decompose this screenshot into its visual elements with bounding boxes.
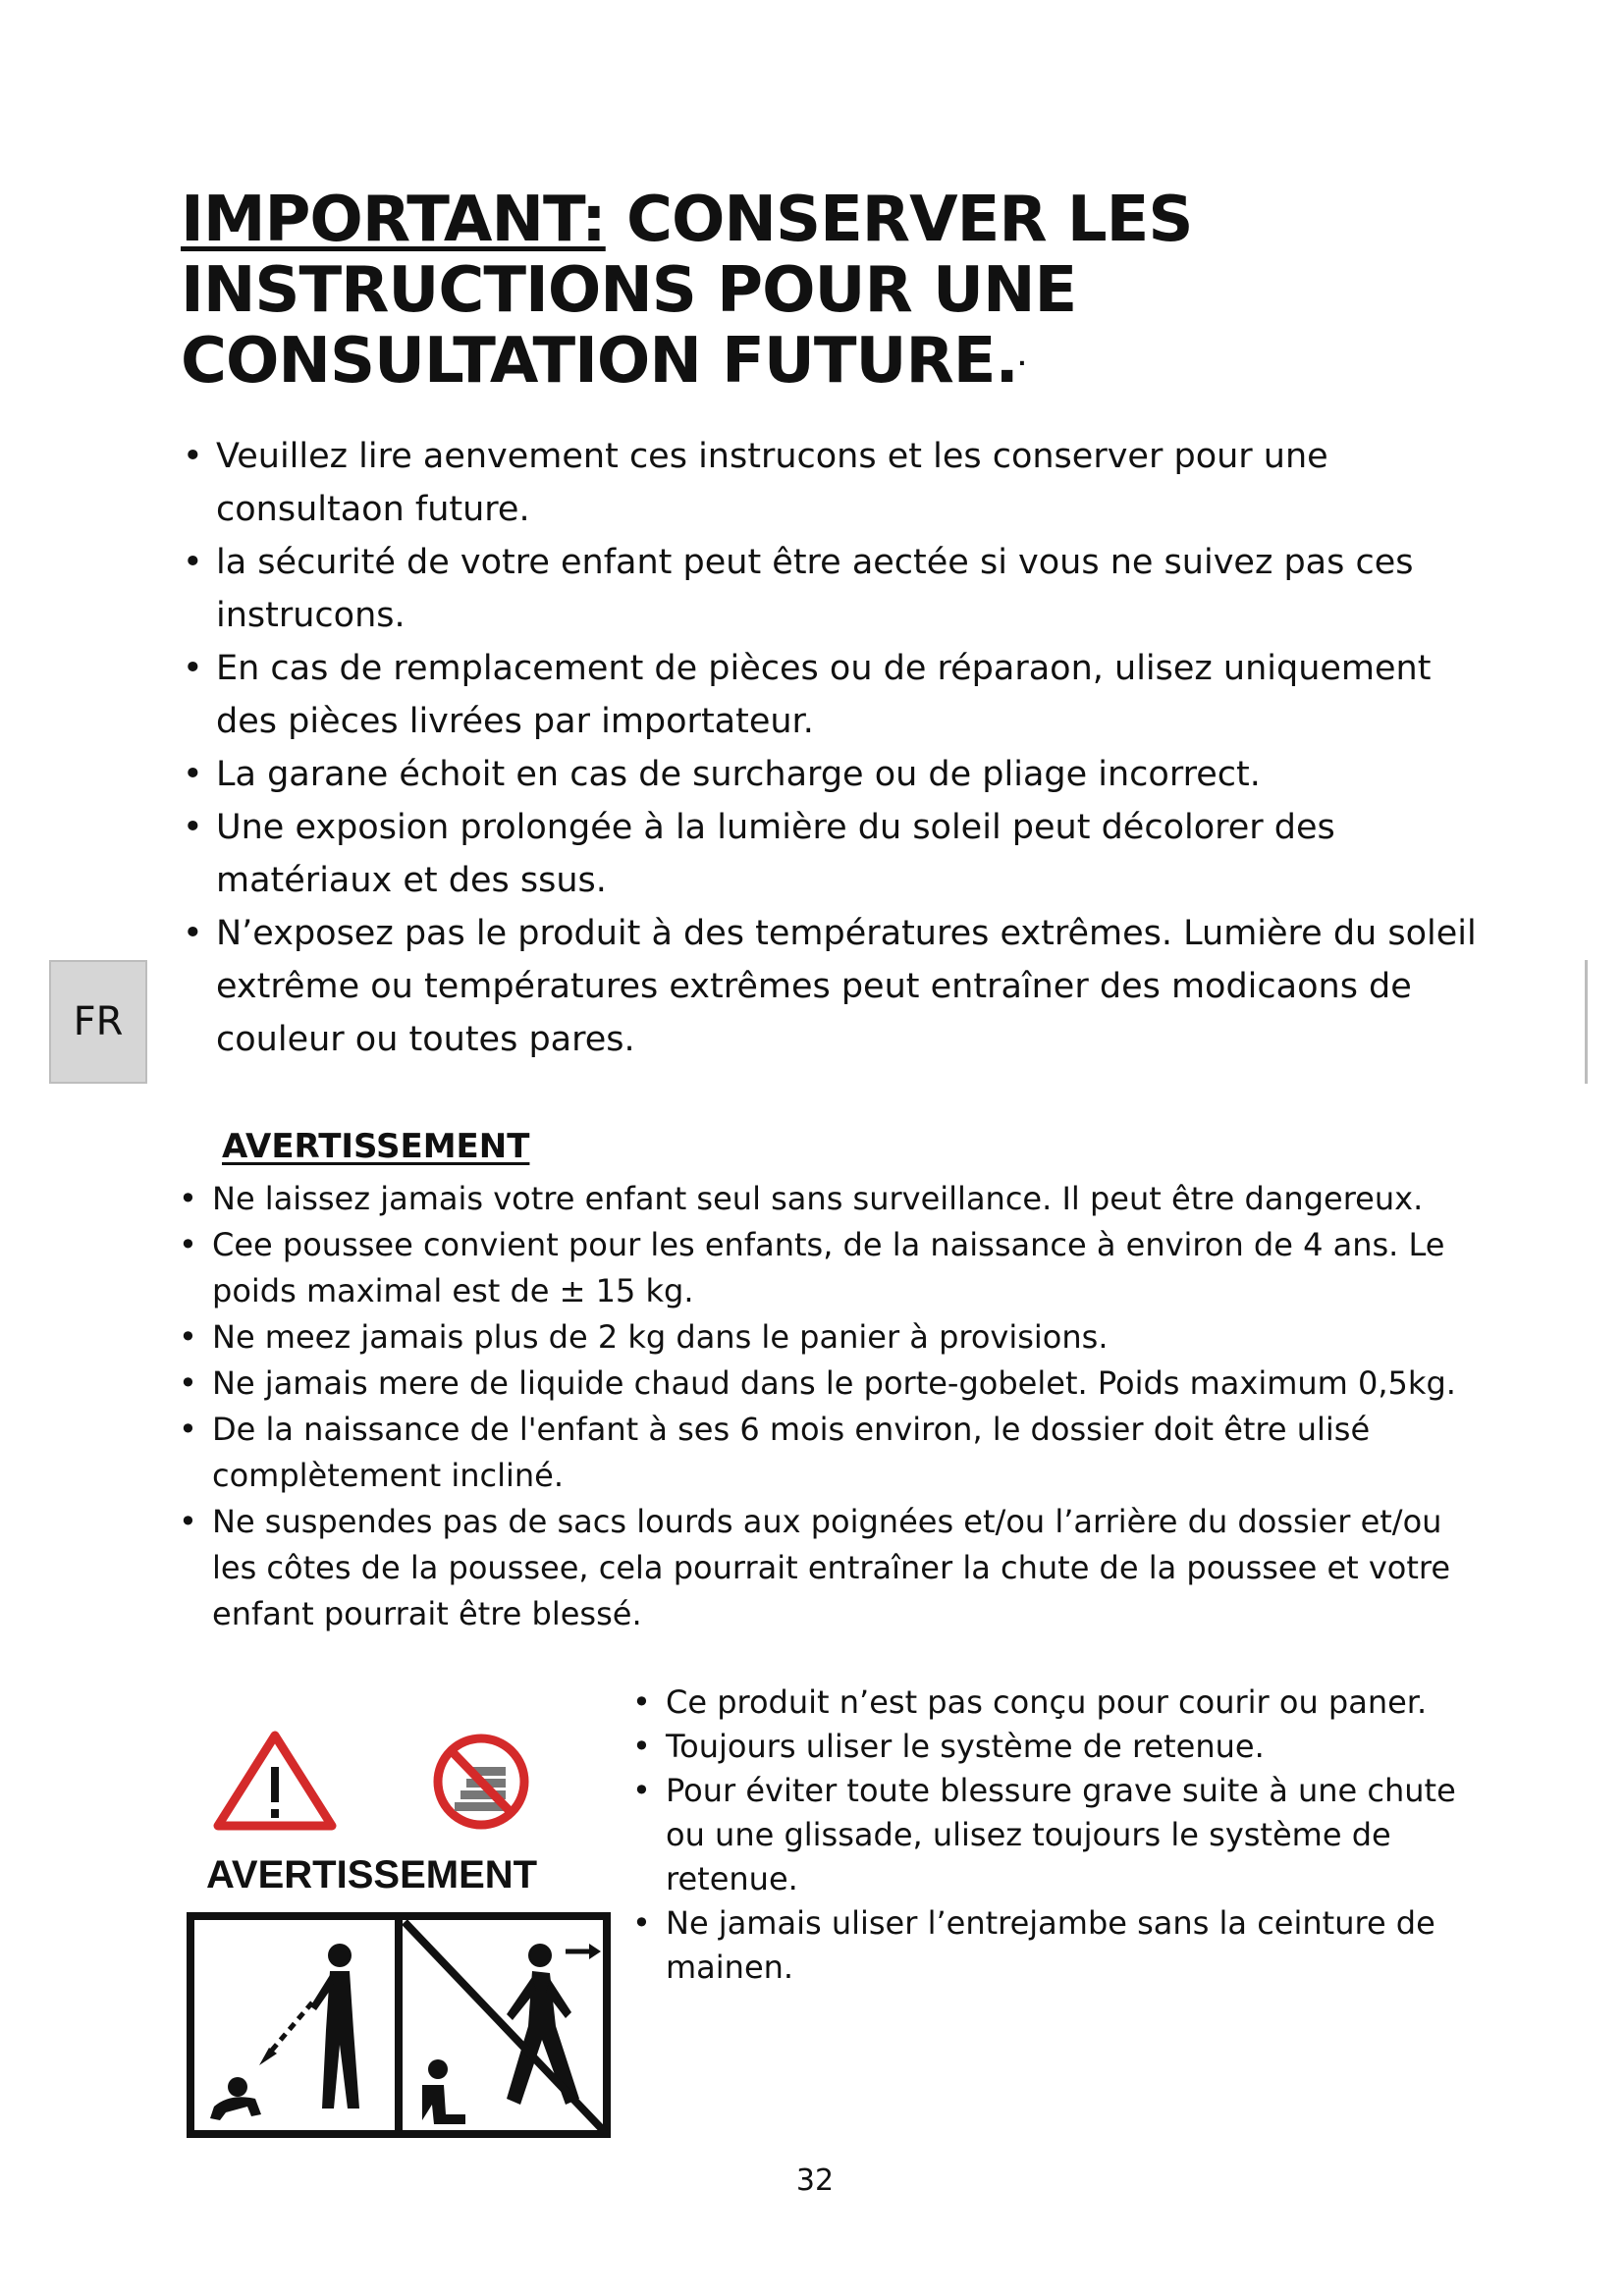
list-item: • N’exposez pas le produit à des températures extrêmes. Lumière du soleil extrême ou températures extrêmes peut entraîner des modicaons de couleur ou toutes pares. — [181, 907, 1477, 1066]
language-tab: FR — [49, 960, 147, 1084]
list-item: • Toujours uliser le système de retenue. — [630, 1725, 1494, 1769]
list-item: • Ne meez jamais plus de 2 kg dans le panier à provisions. — [177, 1314, 1483, 1361]
list-item: • Une exposion prolongée à la lumière du soleil peut décolorer des matériaux et des ssus. — [181, 801, 1477, 907]
side-bullet-list — [630, 1681, 1494, 1990]
list-item: • Cee poussee convient pour les enfants, de la naissance à environ de 4 ans. Le poids maximal est de ± 15 kg. — [177, 1222, 1483, 1314]
list-item: • Ne jamais uliser l’entrejambe sans la ceinture de mainen. — [630, 1901, 1494, 1990]
warning-signs — [187, 1728, 628, 1836]
page-number: 32 — [795, 2163, 835, 2198]
list-item: • Veuillez lire aenvement ces instrucons et les conserver pour une consultaon future. — [181, 430, 1477, 536]
page-title — [181, 185, 1457, 400]
warning-heading: AVERTISSEMENT — [222, 1127, 530, 1166]
margin-rule — [1585, 960, 1588, 1084]
list-item: • La garane échoit en cas de surcharge ou de pliage incorrect. — [181, 748, 1477, 801]
list-item: • En cas de remplacement de pièces ou de réparaon, ulisez uniquement des pièces livrées par importateur. — [181, 642, 1477, 748]
list-item: • Ce produit n’est pas conçu pour courir ou paner. — [630, 1681, 1494, 1725]
title-line2: INSTRUCTIONS POUR UNE — [181, 254, 1077, 327]
list-item: • la sécurité de votre enfant peut être aectée si vous ne suivez pas ces instrucons. — [181, 536, 1477, 642]
warning-triangle-icon — [218, 1735, 332, 1826]
title-line1: CONSERVER LES — [605, 184, 1193, 256]
title-line3: CONSULTATION FUTURE. — [181, 325, 1018, 398]
list-item: • Ne jamais mere de liquide chaud dans le porte-gobelet. Poids maximum 0,5kg. — [177, 1361, 1483, 1407]
pictogram-label: AVERTISSEMENT — [206, 1853, 538, 1896]
title-trailing-mark: · — [1017, 351, 1026, 377]
list-item: • Ne laissez jamais votre enfant seul sans surveillance. Il peut être dangereux. — [177, 1176, 1483, 1222]
intro-bullet-list — [181, 430, 1477, 1066]
warning-bullet-list — [177, 1176, 1483, 1637]
list-item: • Pour éviter toute blessure grave suite à une chute ou une glissade, ulisez toujours le système de retenue. — [630, 1769, 1494, 1901]
child-unattended-pictogram — [187, 1912, 611, 2138]
no-stairs-icon — [438, 1738, 524, 1825]
list-item: • Ne suspendes pas de sacs lourds aux poignées et/ou l’arrière du dossier et/ou les côtes de la poussee, cela pourrait entraîner la chute de la poussee et votre enfant pourrait être blessé. — [177, 1499, 1483, 1637]
list-item: • De la naissance de l'enfant à ses 6 mois environ, le dossier doit être ulisé complètement incliné. — [177, 1407, 1483, 1499]
title-important: IMPORTANT: — [181, 184, 606, 256]
